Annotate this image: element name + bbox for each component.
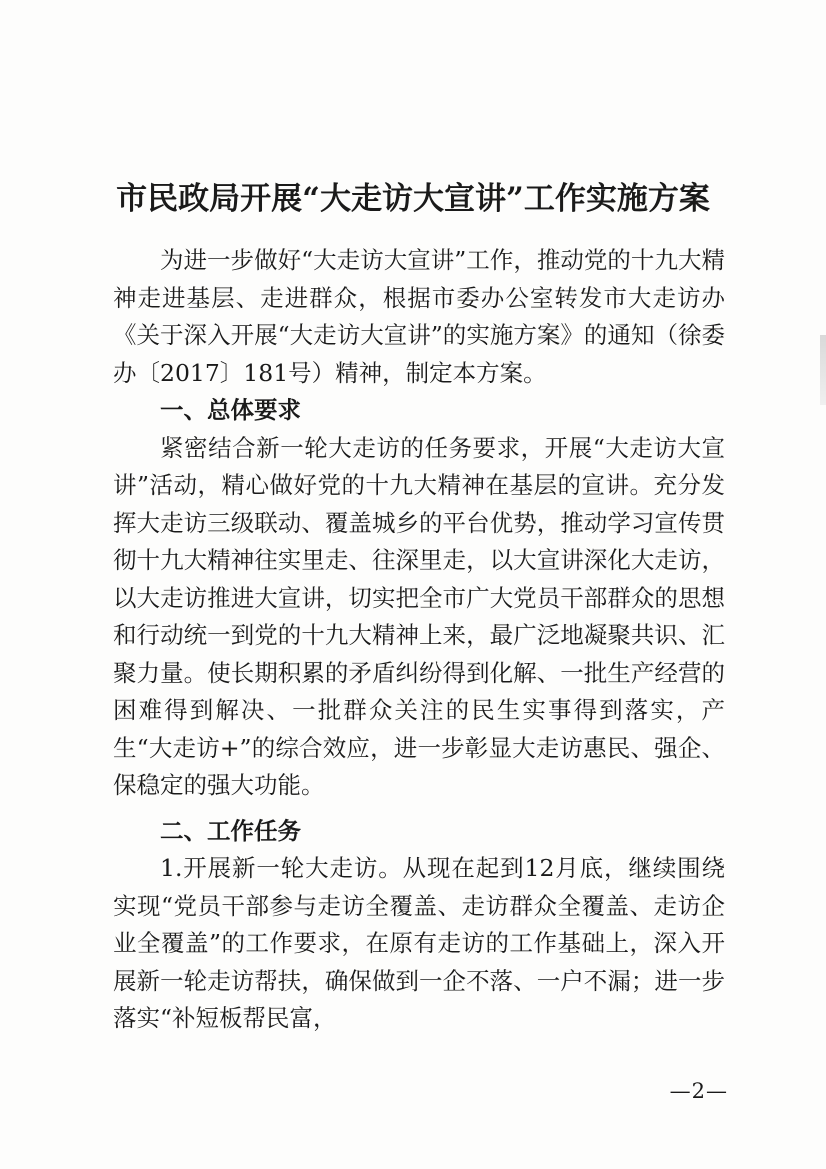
section-heading-work-tasks: 二、工作任务 — [160, 816, 301, 845]
section-paragraph-work-tasks: 1.开展新一轮大走访。从现在起到12月底，继续围绕实现“党员干部参与走访全覆盖、走访群众全覆盖、走访企业全覆盖”的工作要求，在原有走访的工作基础上，深入开展新一轮走访帮扶，确保做到一企不落、一户不漏；进一步落实“补短板帮民富， — [113, 854, 725, 1032]
document-title: 市民政局开展“大走访大宣讲”工作实施方案 — [116, 180, 710, 217]
section-heading-general-requirements: 一、总体要求 — [160, 396, 301, 424]
document-body — [113, 242, 725, 1038]
section-paragraph-general-requirements: 紧密结合新一轮大走访的任务要求，开展“大走访大宣讲”活动，精心做好党的十九大精神在基层的宣讲。充分发挥大走访三级联动、覆盖城乡的平台优势，推动学习宣传贯彻十九大精神往实里走、往深里走，以大宣讲深化大走访，以大走访推进大宣讲，切实把全市广大党员干部群众的思想和行动统一到党的十九大精神上来，最广泛地凝聚共识、汇聚力量。使长期积累的矛盾纠纷得到化解、一批生产经营的困难得到解决、一批群众关注的民生实事得到落实，产生“大走访+”的综合效应，进一步彰显大走访惠民、强企、保稳定的强大功能。 — [113, 433, 725, 799]
page-number: —2— — [669, 1079, 728, 1103]
scan-edge-mark — [820, 335, 826, 405]
intro-paragraph: 为进一步做好“大走访大宣讲”工作，推动党的十九大精神走进基层、走进群众，根据市委办公室转发市大走访办《关于深入开展“大走访大宣讲”的实施方案》的通知（徐委办〔2017〕181号）精神，制定本方案。 — [113, 246, 725, 387]
